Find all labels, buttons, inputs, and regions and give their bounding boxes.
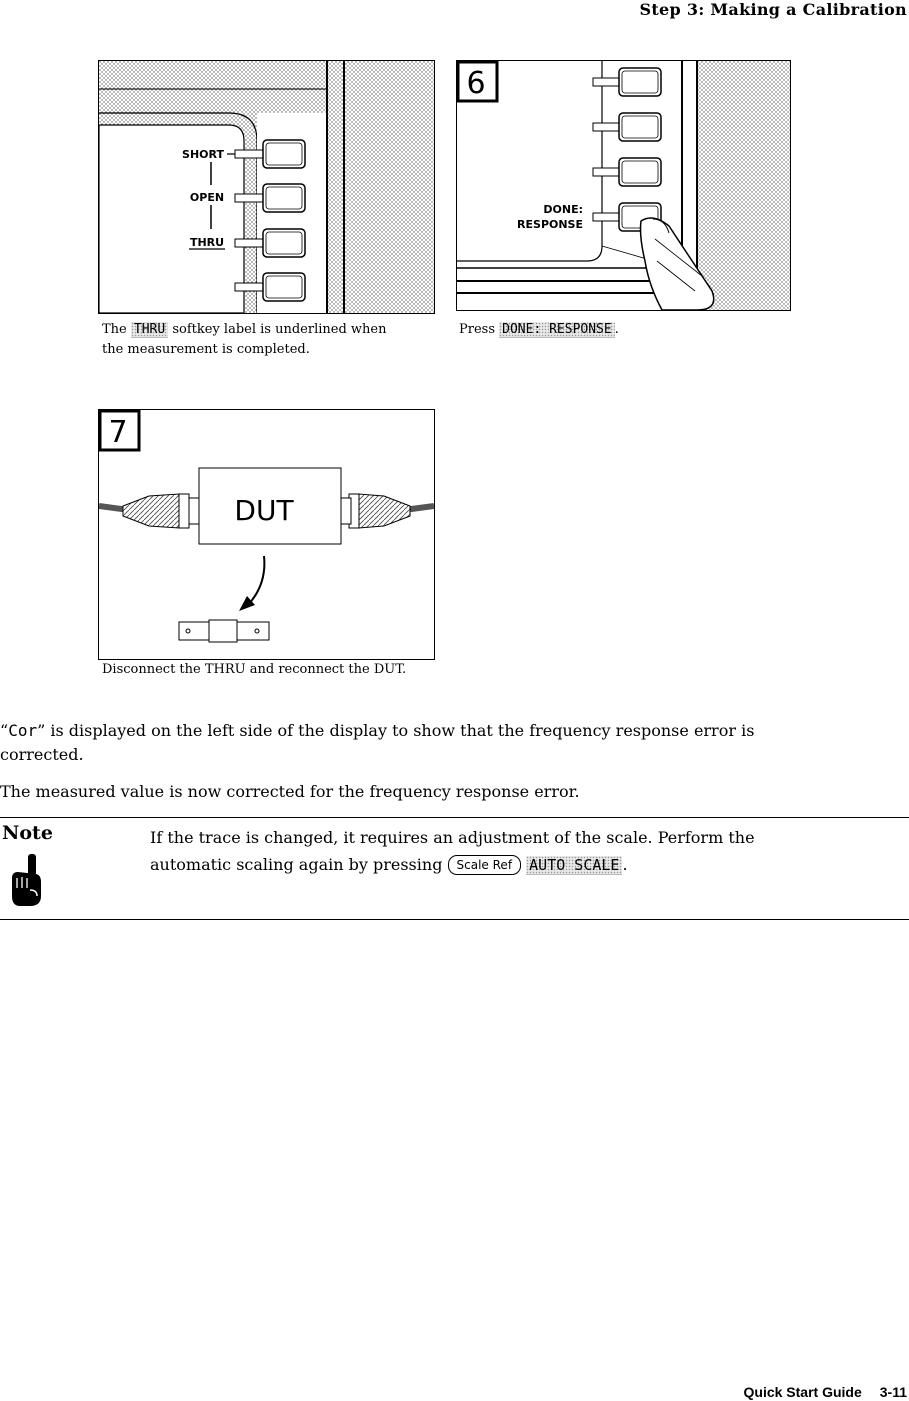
caption-figure7: Disconnect the THRU and reconnect the DUT. (102, 662, 407, 677)
auto-scale-softkey: AUTO SCALE (526, 856, 622, 875)
caption-figure6 (459, 320, 619, 340)
figure-softkey-panel (98, 60, 435, 314)
caption-figure6-pre: Press (459, 322, 495, 337)
note-top-rule (0, 817, 909, 818)
caption-figure5-line2: the measurement is completed. (102, 342, 310, 357)
running-header: Step 3: Making a Calibration (639, 0, 907, 19)
label-thru: THRU (189, 236, 225, 249)
caption-figure6-post: . (614, 322, 619, 337)
caption-figure5 (102, 320, 386, 360)
step-7-badge (98, 409, 142, 453)
step-6-number: 6 (466, 66, 486, 101)
p1-line1: ” is displayed on the left side of the display to show that the frequency response error is (37, 721, 755, 740)
paragraph-cor (0, 719, 905, 767)
done-response-softkey-label: DONE: RESPONSE (499, 322, 615, 338)
caption-figure5-pre: The (102, 322, 127, 337)
paragraph-measured: The measured value is now corrected for the frequency response error. (0, 782, 580, 801)
pointing-hand-icon (8, 852, 44, 910)
done-response-illustration (457, 61, 790, 310)
p1-open-quote: “ (0, 721, 9, 740)
p1-line2: corrected. (0, 745, 84, 764)
figure-done-response (456, 60, 791, 311)
caption-figure5-mid: softkey label is underlined when (172, 322, 387, 337)
footer-guide: Quick Start Guide (743, 1384, 862, 1400)
label-response: RESPONSE (517, 218, 583, 231)
cor-code: Cor (8, 721, 38, 740)
dut-label: DUT (234, 494, 294, 527)
softkey-panel-illustration (99, 61, 434, 313)
step-7-number: 7 (108, 415, 128, 450)
step-6-badge (456, 60, 500, 104)
label-open: OPEN (189, 191, 225, 204)
note-label: Note (2, 822, 53, 844)
figure-dut-connection (98, 409, 435, 660)
note-line1: If the trace is changed, it requires an adjustment of the scale. Perform the (150, 828, 755, 847)
note-bottom-rule (0, 919, 909, 920)
left-connector (123, 494, 201, 528)
scale-ref-key: Scale Ref (448, 855, 522, 875)
thru-adapter (179, 620, 269, 642)
label-done: DONE: (543, 203, 583, 216)
page-footer (726, 1384, 908, 1400)
note-text (150, 824, 890, 879)
footer-page-number: 3-11 (879, 1384, 907, 1400)
thru-softkey-label: THRU (131, 322, 168, 338)
dut-connection-illustration (99, 410, 434, 659)
note-line2-post: . (622, 855, 628, 874)
label-short: SHORT (182, 148, 224, 161)
note-line2-pre: automatic scaling again by pressing (150, 855, 443, 874)
right-connector (339, 494, 410, 528)
